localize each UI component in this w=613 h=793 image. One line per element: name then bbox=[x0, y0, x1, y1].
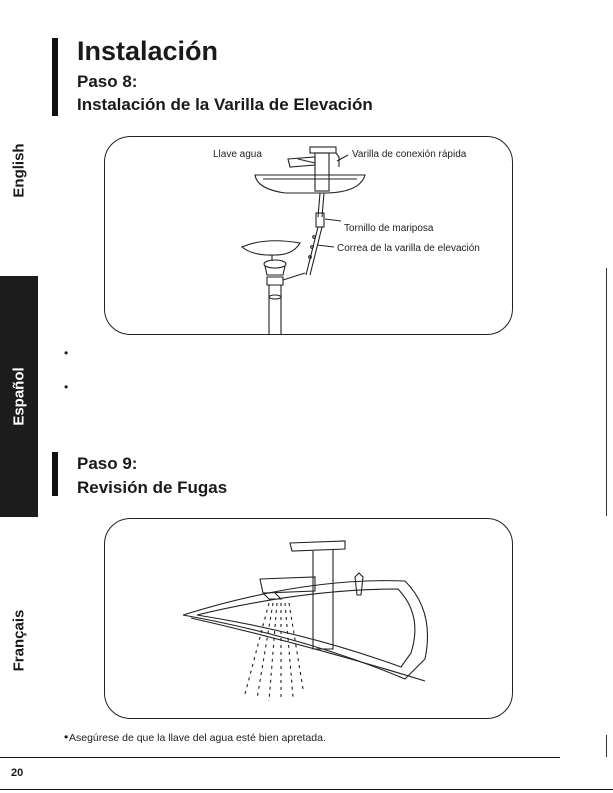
page-title: Instalación bbox=[77, 36, 219, 66]
page-number: 20 bbox=[11, 767, 24, 779]
callout-faucet: Llave agua bbox=[213, 149, 262, 160]
side-tab-francais-label: Français bbox=[10, 609, 28, 671]
step9-bullet: • bbox=[64, 730, 69, 744]
step8-label: Paso 8: bbox=[77, 72, 138, 91]
side-tab-english bbox=[0, 120, 38, 220]
step9-bullet-text: Asegúrese de que la llave del agua esté bien apretada. bbox=[69, 732, 326, 744]
side-tab-espanol-label: Español bbox=[10, 366, 28, 426]
header-accent-bar bbox=[52, 38, 58, 116]
bottom-rule bbox=[0, 789, 613, 790]
page-edge-mark-bottom bbox=[606, 735, 607, 757]
step9-title: Revisión de Fugas bbox=[77, 478, 228, 497]
callout-lift-rod-strap: Correa de la varilla de elevación bbox=[337, 243, 480, 254]
step8-title: Instalación de la Varilla de Elevación bbox=[77, 95, 373, 114]
leak-check-illustration bbox=[105, 519, 512, 718]
step8-bullet-1: • bbox=[64, 346, 69, 360]
callout-wing-screw: Tornillo de mariposa bbox=[344, 223, 434, 234]
callout-quick-connect-rod: Varilla de conexión rápida bbox=[352, 149, 467, 160]
leak-check-diagram bbox=[104, 518, 513, 719]
step9-label: Paso 9: bbox=[77, 454, 138, 473]
lift-rod-illustration bbox=[105, 137, 512, 334]
side-tab-francais bbox=[0, 585, 38, 695]
step8-bullet-2: • bbox=[64, 380, 69, 394]
step9-accent-bar bbox=[52, 452, 58, 496]
side-tab-espanol-text bbox=[0, 346, 38, 446]
page-edge-mark bbox=[606, 268, 607, 516]
footer-rule bbox=[0, 757, 560, 758]
side-tab-english-label: English bbox=[10, 142, 28, 198]
lift-rod-diagram bbox=[104, 136, 513, 335]
